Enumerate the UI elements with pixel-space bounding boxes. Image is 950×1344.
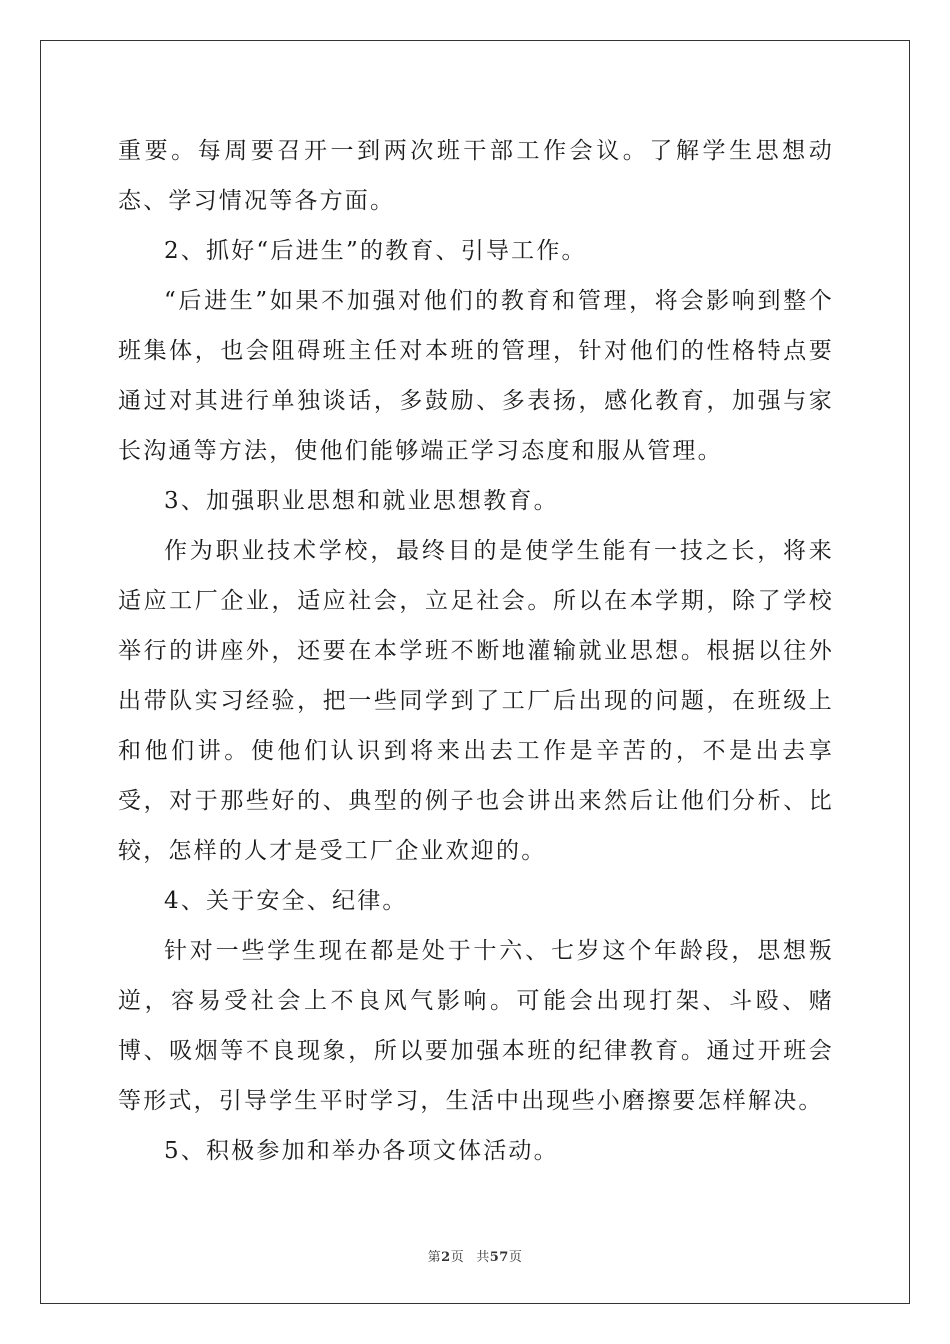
- section-heading-3: 3、加强职业思想和就业思想教育。: [164, 488, 559, 514]
- section-heading-5: 5、积极参加和举办各项文体活动。: [164, 1138, 559, 1164]
- total-suffix: 页: [508, 1250, 523, 1265]
- page-number: 2: [441, 1250, 451, 1265]
- paragraph-career-education: 作为职业技术学校，最终目的是使学生能有一技之长，将来适应工厂企业，适应社会，立足社会。所以在本学期，除了学校举行的讲座外，还要在本学班不断地灌输就业思想。根据以往外出带队实习经验，把一些同学到了工厂后出现的问题，在班级上和他们讲。使他们认识到将来出去工作是辛苦的，不是出去享受，对于那些好的、典型的例子也会讲出来然后让他们分析、比较，怎样的人才是受工厂企业欢迎的。: [118, 538, 834, 864]
- paragraph-continuation: 重要。每周要召开一到两次班干部工作会议。了解学生思想动态、学习情况等各方面。: [118, 138, 834, 214]
- page-suffix: 页: [450, 1250, 465, 1265]
- paragraph-underachievers: “后进生”如果不加强对他们的教育和管理，将会影响到整个班集体，也会阻碍班主任对本班的管理，针对他们的性格特点要通过对其进行单独谈话，多鼓励、多表扬，感化教育，加强与家长沟通等方法，使他们能够端正学习态度和服从管理。: [118, 288, 834, 464]
- section-heading-4: 4、关于安全、纪律。: [164, 888, 408, 914]
- page-prefix: 第: [427, 1250, 442, 1265]
- total-prefix: 共: [476, 1250, 490, 1265]
- document-body: [118, 126, 834, 1176]
- total-pages: 57: [489, 1250, 509, 1265]
- paragraph-safety-discipline: 针对一些学生现在都是处于十六、七岁这个年龄段，思想叛逆，容易受社会上不良风气影响。可能会出现打架、斗殴、赌博、吸烟等不良现象，所以要加强本班的纪律教育。通过开班会等形式，引导学生平时学习，生活中出现些小磨擦要怎样解决。: [118, 938, 834, 1114]
- page-footer: [0, 1246, 950, 1265]
- section-heading-2: 2、抓好“后进生”的教育、引导工作。: [164, 238, 587, 264]
